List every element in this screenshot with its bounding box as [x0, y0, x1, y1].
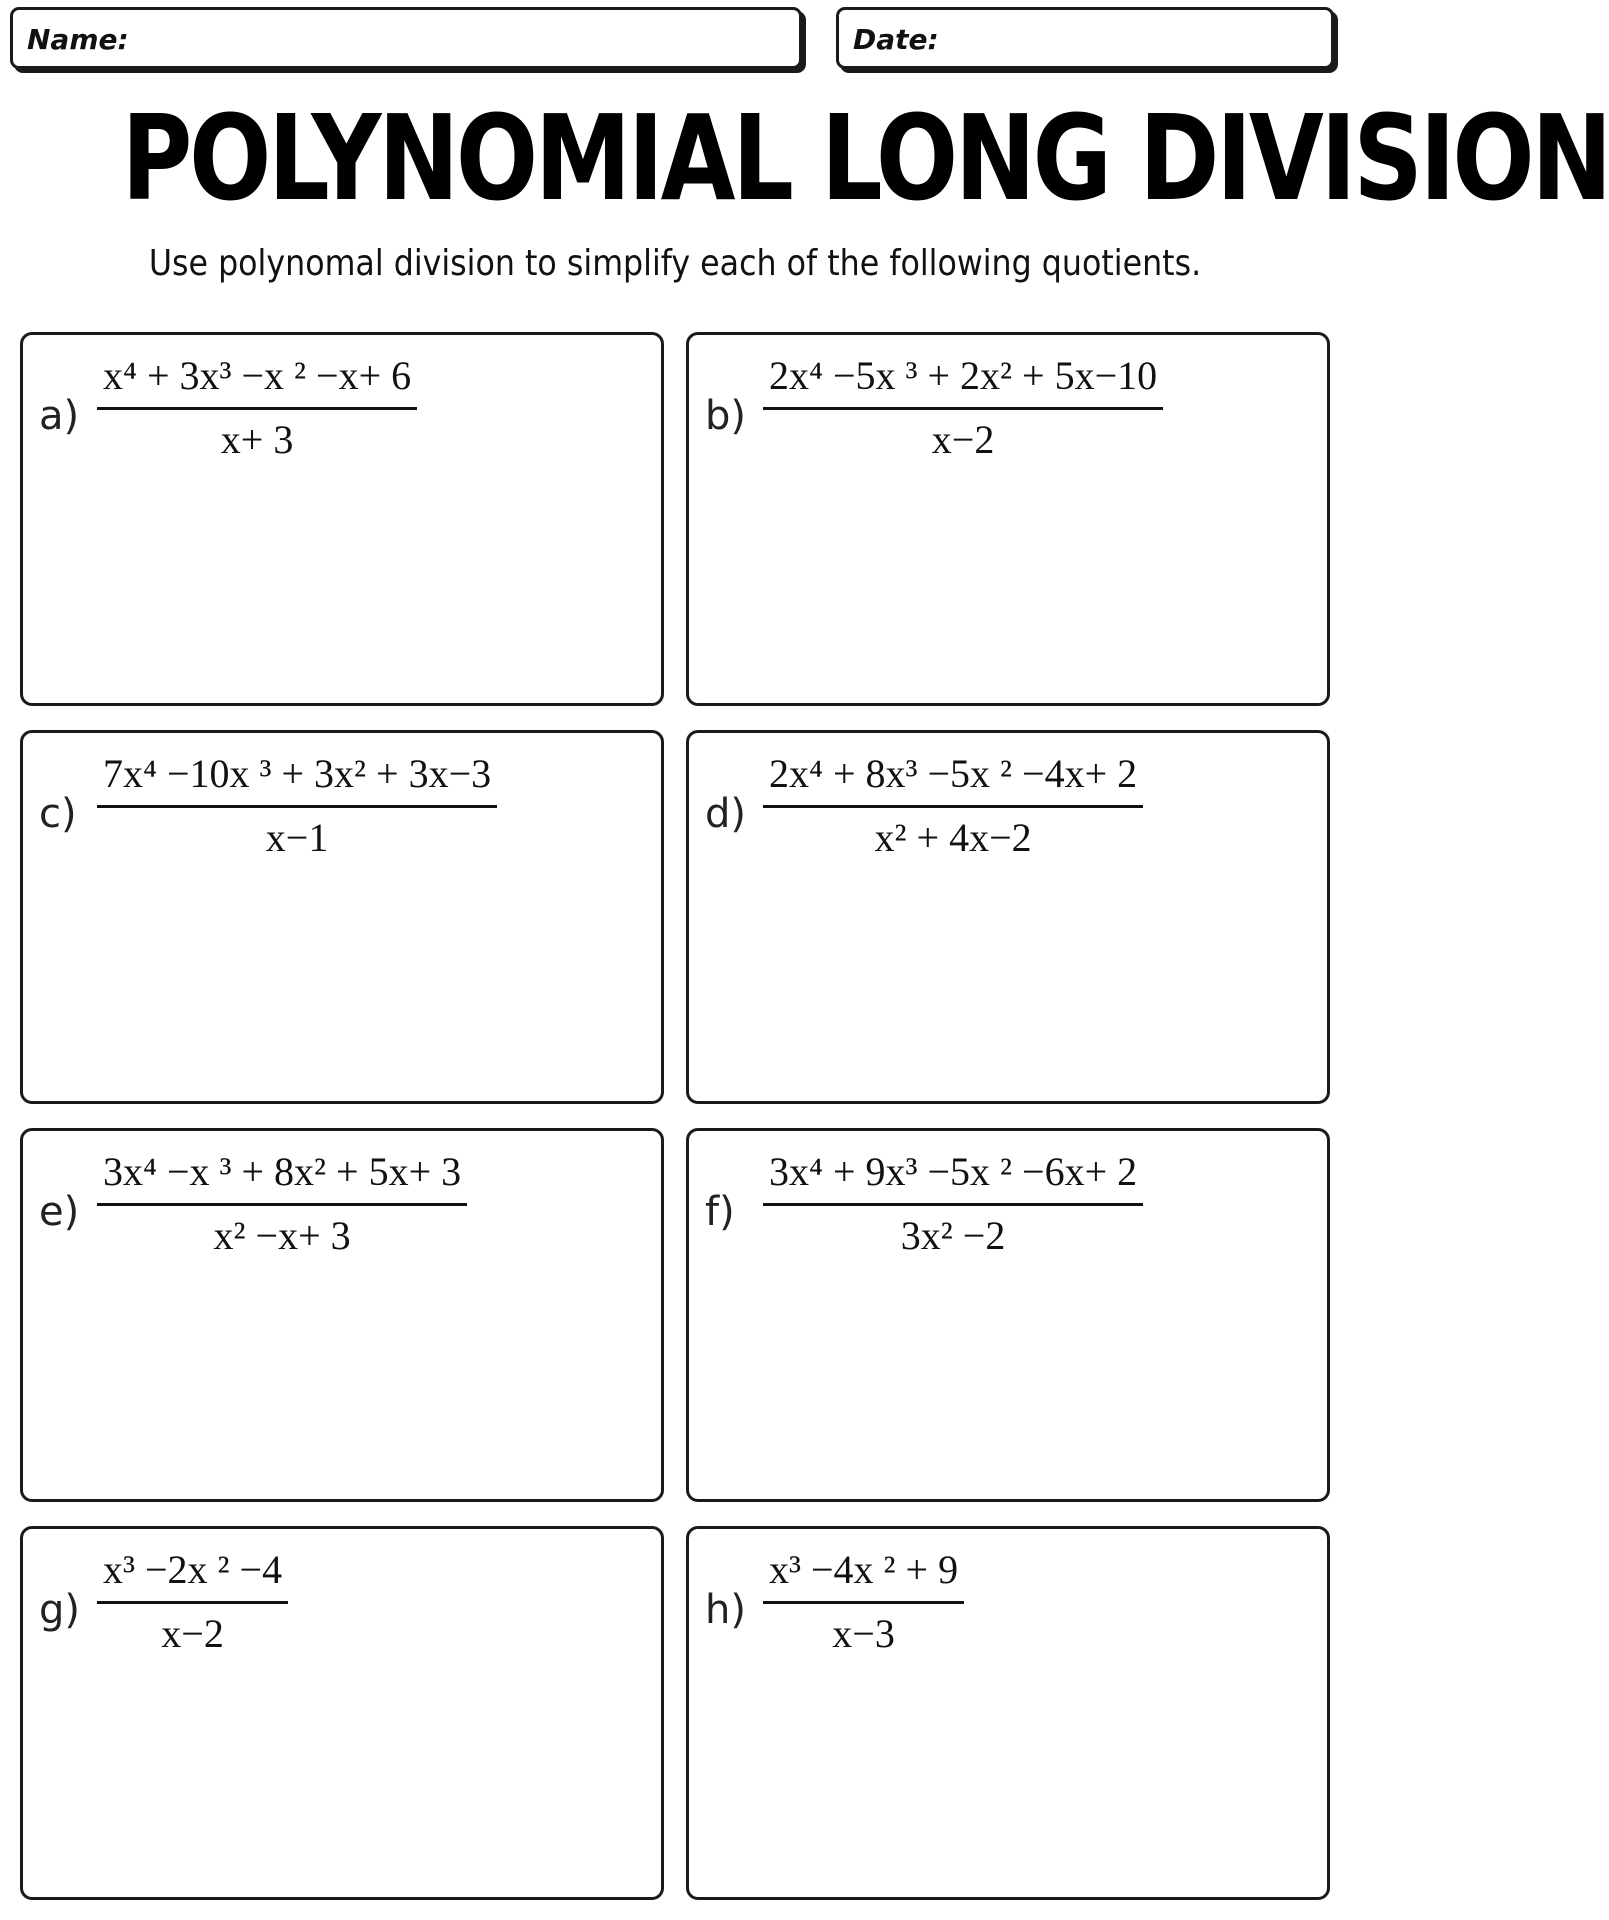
fraction [763, 1545, 964, 1660]
numerator: 7x⁴ −10x ³ + 3x² + 3x−3 [103, 751, 492, 796]
numerator: 3x⁴ −x ³ + 8x² + 5x+ 3 [103, 1149, 462, 1194]
fraction [97, 1545, 288, 1660]
numerator: x³ −4x ² + 9 [769, 1547, 959, 1592]
problem-label: g) [39, 1587, 80, 1633]
denominator: x−2 [931, 417, 995, 462]
problem-b-box[interactable] [686, 332, 1330, 706]
fraction [763, 749, 1143, 864]
denominator: x+ 3 [220, 417, 294, 462]
name-field[interactable] [10, 7, 802, 69]
numerator: 2x⁴ + 8x³ −5x ² −4x+ 2 [769, 751, 1138, 796]
denominator: x−1 [265, 815, 329, 860]
fraction [97, 749, 497, 864]
problem-d-box[interactable] [686, 730, 1330, 1104]
problem-a-box[interactable] [20, 332, 664, 706]
fraction-bar [97, 805, 497, 808]
fraction [763, 351, 1163, 466]
numerator: 2x⁴ −5x ³ + 2x² + 5x−10 [769, 353, 1158, 398]
fraction-bar [97, 1601, 288, 1604]
denominator: 3x² −2 [900, 1213, 1006, 1258]
fraction-bar [97, 1203, 467, 1206]
problem-label: d) [705, 791, 746, 837]
fraction-bar [763, 1203, 1143, 1206]
numerator: 3x⁴ + 9x³ −5x ² −6x+ 2 [769, 1149, 1138, 1194]
problem-e-box[interactable] [20, 1128, 664, 1502]
denominator: x² −x+ 3 [213, 1213, 351, 1258]
problem-h-box[interactable] [686, 1526, 1330, 1900]
denominator: x−2 [161, 1611, 224, 1656]
problem-label: c) [39, 791, 77, 837]
fraction-bar [763, 1601, 964, 1604]
problem-f-box[interactable] [686, 1128, 1330, 1502]
numerator: x³ −2x ² −4 [103, 1547, 283, 1592]
denominator: x−3 [832, 1611, 895, 1656]
date-label: Date: [853, 23, 939, 56]
date-field[interactable] [836, 7, 1334, 69]
fraction-bar [763, 805, 1143, 808]
instructions: Use polynomal division to simplify each of the following quotients. [148, 243, 1202, 284]
problem-g-box[interactable] [20, 1526, 664, 1900]
name-label: Name: [27, 23, 129, 56]
problem-label: f) [705, 1189, 735, 1235]
problem-label: e) [39, 1189, 80, 1235]
fraction-bar [97, 407, 417, 410]
fraction [97, 351, 417, 466]
fraction [97, 1147, 467, 1262]
numerator: x⁴ + 3x³ −x ² −x+ 6 [103, 353, 412, 398]
problem-label: h) [705, 1587, 746, 1633]
problem-label: a) [39, 393, 80, 439]
problem-c-box[interactable] [20, 730, 664, 1104]
denominator: x² + 4x−2 [874, 815, 1032, 860]
fraction-bar [763, 407, 1163, 410]
problem-label: b) [705, 393, 746, 439]
page-title: POLYNOMIAL LONG DIVISION [121, 89, 1609, 227]
fraction [763, 1147, 1143, 1262]
